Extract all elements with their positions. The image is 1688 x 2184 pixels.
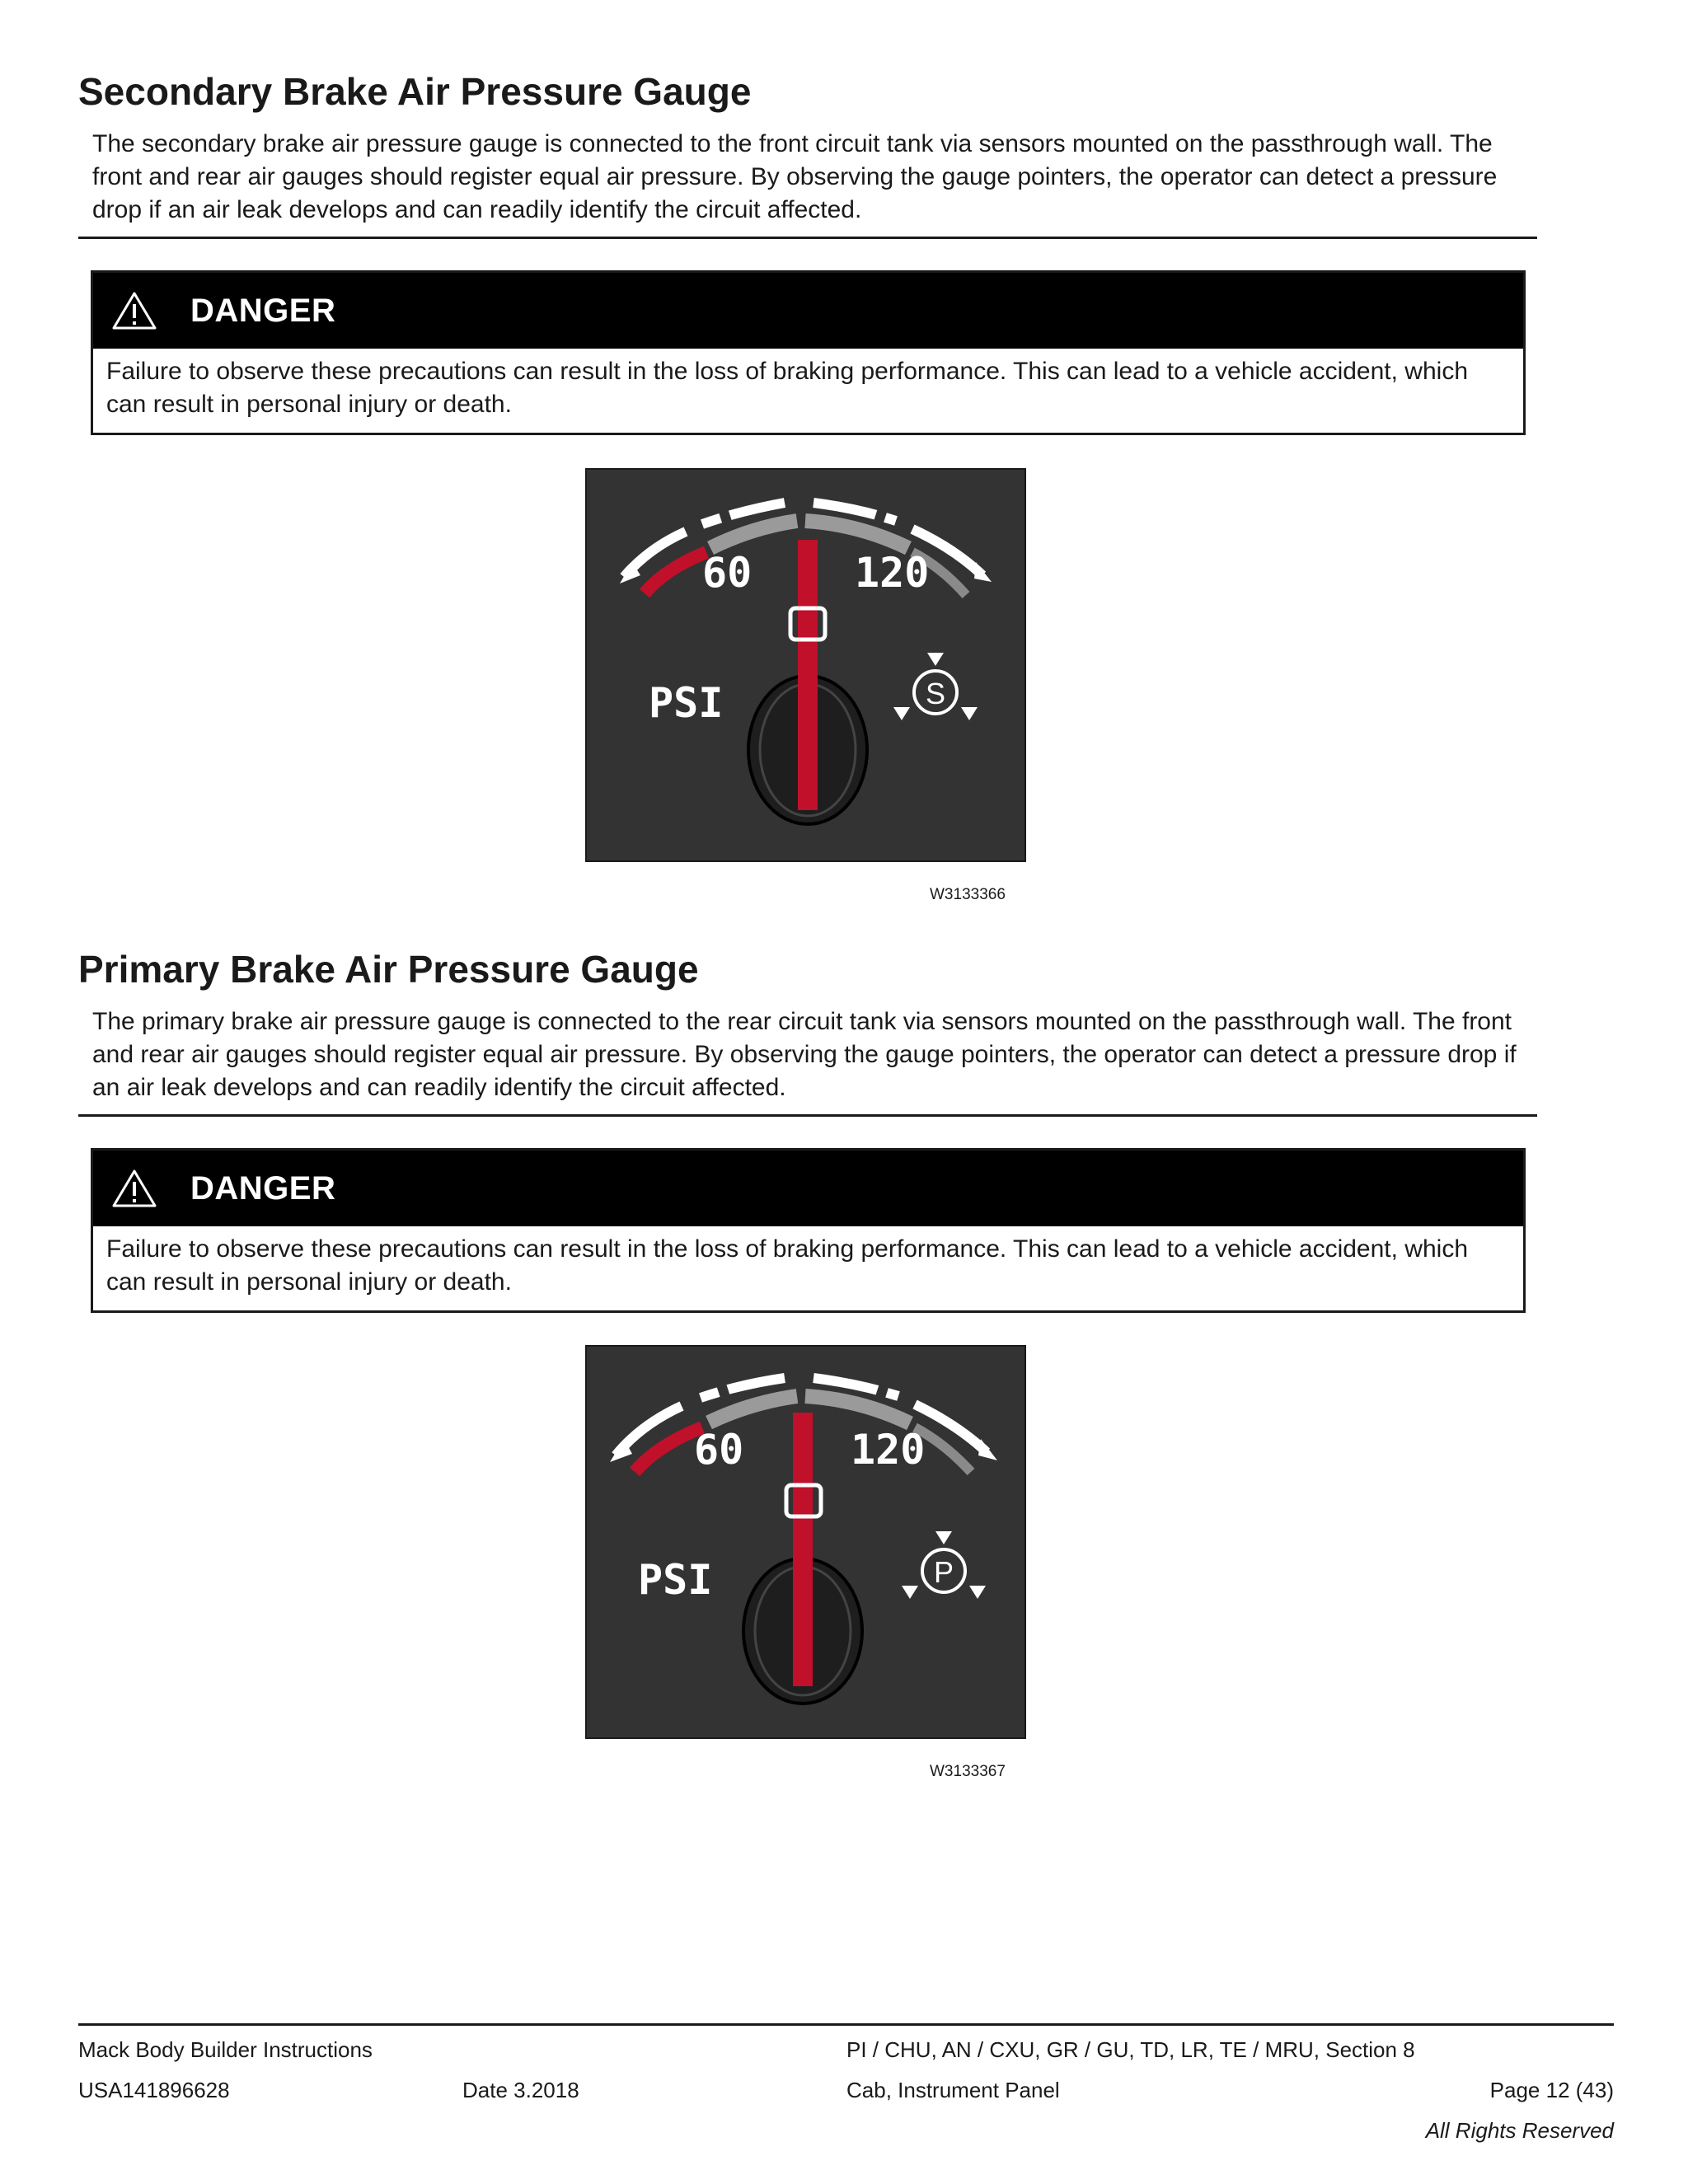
footer-doc-title: Mack Body Builder Instructions [78,2037,373,2062]
section-body: The primary brake air pressure gauge is connected to the rear circuit tank via sensors mounted on the passthrough wall. The front and rear air gauges should register equal air pressure. By observing the gauge pointers, the operator can detect a pressure drop if an air leak develops and can readily identify the circuit affected. [92,1008,1517,1101]
section-primary-gauge [78,946,1537,1296]
danger-header [93,273,1523,349]
gauge-illustration [587,1347,1025,1737]
section-title: Secondary Brake Air Pressure Gauge [78,70,752,113]
gauge-figure-secondary [585,468,1026,862]
section-title: Primary Brake Air Pressure Gauge [78,948,699,991]
gauge-needle [798,540,818,810]
circuit-letter: S [925,677,946,710]
danger-text: Failure to observe these precautions can result in the loss of braking performance. This can lead to a vehicle accident, which can result in personal injury or death. [106,358,1469,418]
footer-rights: All Rights Reserved [1425,2118,1614,2143]
warning-triangle-icon [111,1169,157,1208]
footer-divider [78,2023,1614,2026]
tick-label-120: 120 [855,549,930,597]
tick-label-120: 120 [851,1426,926,1474]
tick-label-60: 60 [694,1426,744,1474]
danger-header [93,1151,1523,1226]
section-body: The secondary brake air pressure gauge is connected to the front circuit tank via sensors mounted on the passthrough wall. The front and rear air gauges should register equal air pressure. By observing the gauge pointers, the operator can detect a pressure drop if an air leak develops and can readily identify the circuit affected. [92,130,1498,223]
footer-date: Date 3.2018 [462,2078,579,2102]
footer-page-number: Page 12 (43) [1489,2078,1614,2102]
section-secondary-gauge [78,68,1537,418]
gauge-illustration [587,470,1025,860]
divider [78,1114,1537,1117]
air-circuit-icon [893,653,978,720]
divider [78,237,1537,239]
danger-box [91,270,1526,435]
gauge-needle [793,1413,813,1686]
danger-label: DANGER [190,1169,336,1207]
page-footer [78,2023,1614,2143]
footer-doc-number: USA141896628 [78,2078,230,2102]
figure-id: W3133367 [930,1763,1006,1780]
tick-label-60: 60 [702,549,753,597]
figure-id: W3133366 [930,886,1006,903]
footer-models: PI / CHU, AN / CXU, GR / GU, TD, LR, TE / MRU, Section 8 [846,2037,1415,2062]
air-circuit-icon [902,1531,986,1599]
gauge-figure-primary [585,1345,1026,1739]
footer-chapter: Cab, Instrument Panel [846,2078,1060,2102]
unit-label: PSI [638,1556,713,1604]
circuit-letter: P [933,1555,954,1589]
unit-label: PSI [649,679,724,727]
danger-text: Failure to observe these precautions can result in the loss of braking performance. This can lead to a vehicle accident, which can result in personal injury or death. [106,1235,1469,1296]
warning-triangle-icon [111,291,157,330]
danger-label: DANGER [190,292,336,329]
danger-box [91,1148,1526,1313]
